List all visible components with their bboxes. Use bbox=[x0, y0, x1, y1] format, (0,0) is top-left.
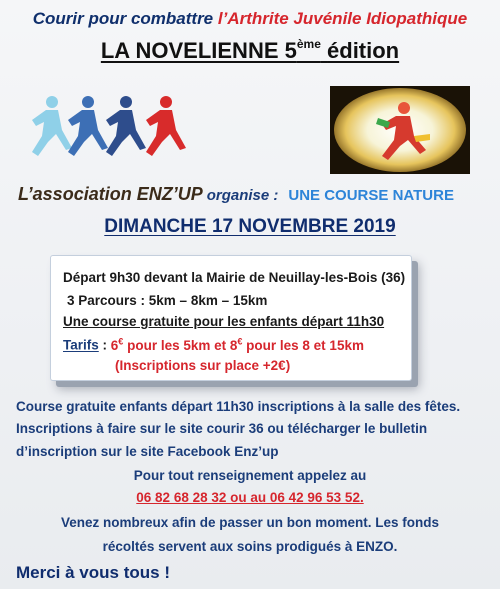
runner-4-icon bbox=[146, 96, 186, 156]
fees-info bbox=[63, 336, 364, 353]
fee2-text: pour les 8 et 15km bbox=[246, 337, 364, 353]
runners-silhouettes-icon bbox=[30, 90, 190, 170]
tagline bbox=[0, 9, 500, 29]
closing-line-2: récoltés servent aux soins prodigués à ENZO. bbox=[102, 539, 398, 554]
routes-info: 3 Parcours : 5km – 8km – 15km bbox=[67, 293, 268, 308]
currency-sup-2: € bbox=[237, 336, 243, 346]
kids-race-info: Une course gratuite pour les enfants départ 11h30 bbox=[63, 314, 385, 329]
runner-1-icon bbox=[32, 96, 72, 156]
event-date bbox=[0, 216, 500, 238]
tagline-cause: l’Arthrite Juvénile Idiopathique bbox=[217, 9, 468, 28]
organise-verb: organise : bbox=[206, 187, 279, 204]
details-line-3: d’inscription sur le site Facebook Enz’up bbox=[16, 444, 279, 459]
contact-intro: Pour tout renseignement appelez au bbox=[133, 468, 367, 483]
runner-3-icon bbox=[106, 96, 146, 156]
event-date-text: DIMANCHE 17 NOVEMBRE 2019 bbox=[104, 216, 396, 237]
event-title bbox=[0, 37, 500, 64]
organiser-line bbox=[18, 184, 454, 205]
details-line-2: Inscriptions à faire sur le site courir 36 ou télécharger le bulletin bbox=[16, 421, 428, 436]
event-name bbox=[101, 38, 399, 63]
fee1-text: pour les 5km et 8 bbox=[127, 337, 238, 353]
phone-numbers bbox=[0, 490, 500, 505]
departure-info: Départ 9h30 devant la Mairie de Neuillay-les-Bois (36) bbox=[63, 270, 406, 285]
runner-2-icon bbox=[68, 96, 108, 156]
event-name-text: LA NOVELIENNE 5 bbox=[100, 38, 297, 63]
course-type: UNE COURSE NATURE bbox=[288, 187, 454, 204]
fee1-amount: 6 bbox=[110, 337, 119, 353]
info-box bbox=[50, 255, 412, 381]
closing-line-1: Venez nombreux afin de passer un bon moment. Les fonds bbox=[60, 515, 440, 530]
details-line-1: Course gratuite enfants départ 11h30 inscriptions à la salle des fêtes. bbox=[16, 399, 461, 414]
thanks-line: Merci à vous tous ! bbox=[16, 563, 170, 582]
fees-label: Tarifs bbox=[63, 337, 99, 353]
association-name: L’association ENZ’UP bbox=[18, 184, 203, 204]
fees-colon: : bbox=[98, 337, 108, 353]
glowing-runner-badge-icon bbox=[330, 86, 470, 174]
fee-amount-1 bbox=[111, 338, 364, 353]
onsite-registration: (Inscriptions sur place +2€) bbox=[115, 358, 291, 373]
edition-sup: ème bbox=[296, 37, 321, 51]
edition-word: édition bbox=[327, 38, 400, 63]
currency-sup-1: € bbox=[118, 336, 124, 346]
phone-numbers-text: 06 82 68 28 32 ou au 06 42 96 53 52. bbox=[136, 490, 364, 505]
tagline-prefix: Courir pour combattre bbox=[32, 9, 214, 28]
